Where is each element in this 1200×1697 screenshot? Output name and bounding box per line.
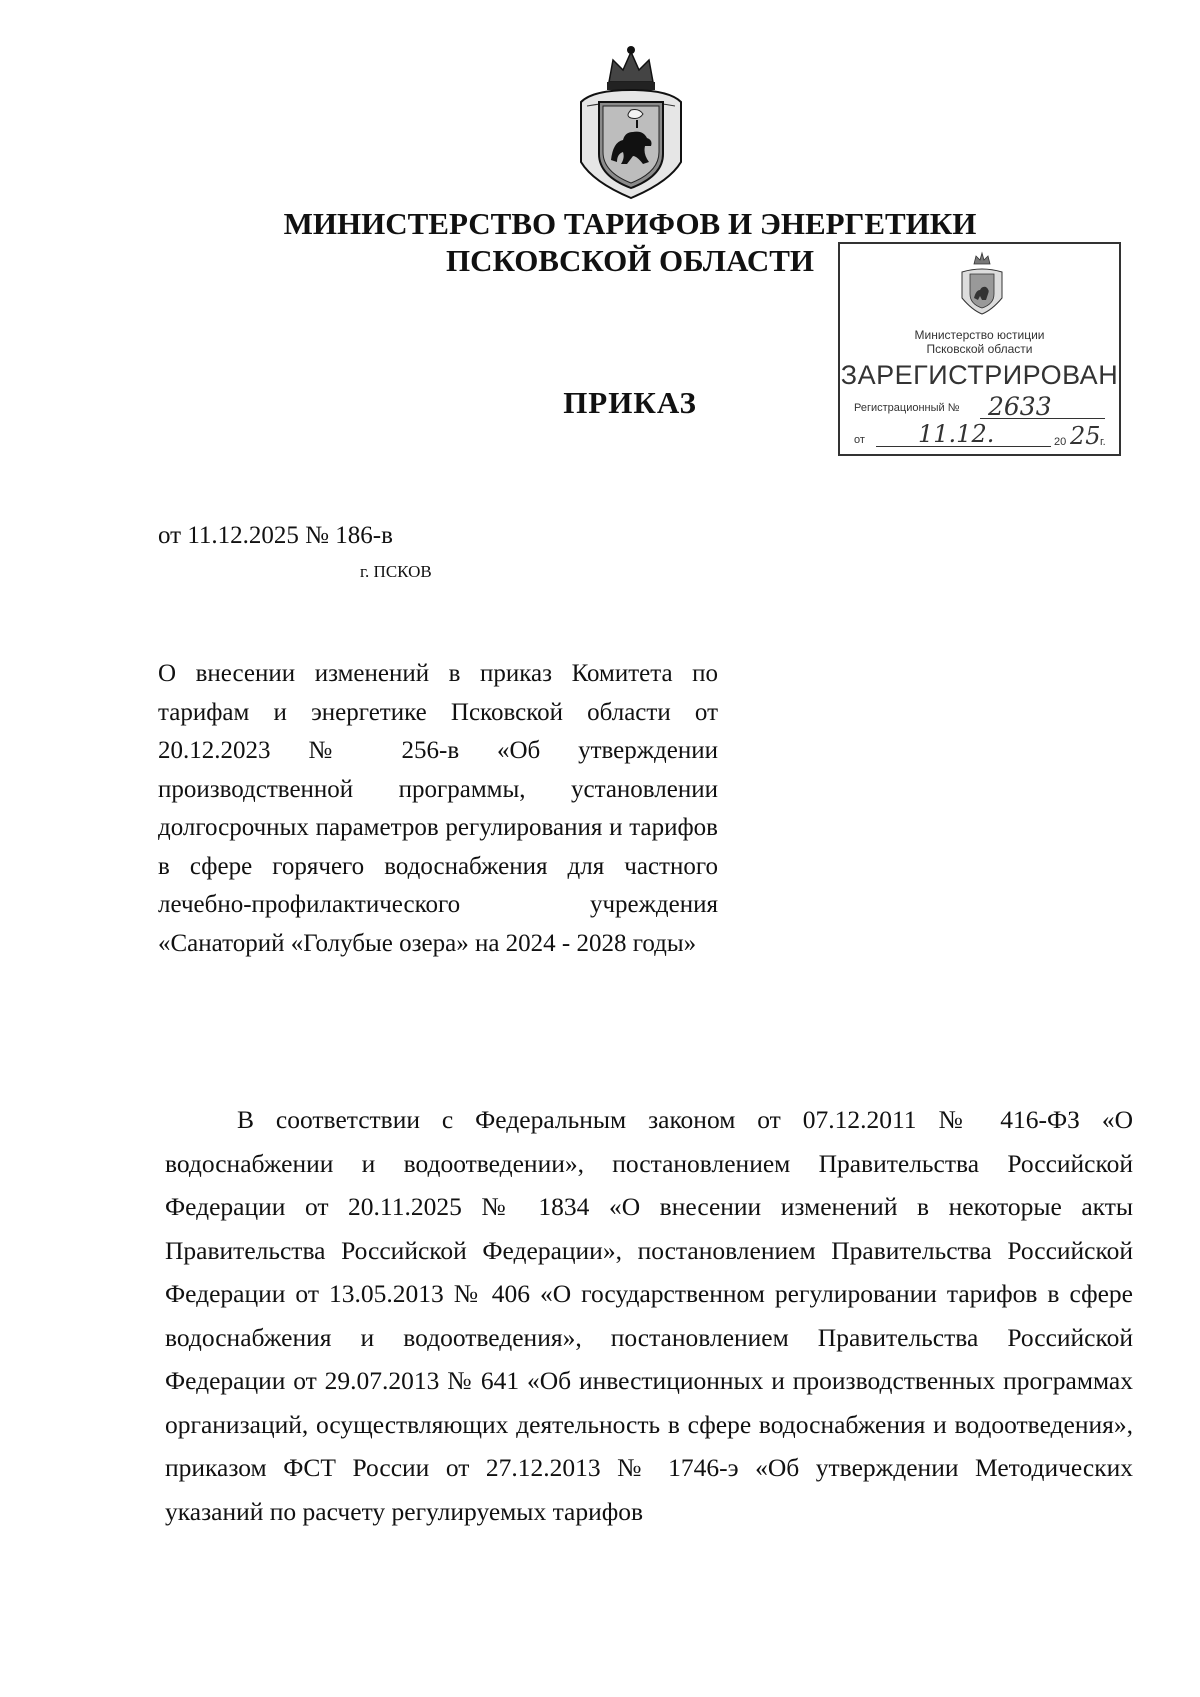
document-subject: О внесении изменений в приказ Комитета по тарифам и энергетике Псковской области от 20.12.2023 № 256-в «Об утверждении производственной программы, установлении долгосрочных параметров регулирования и тарифов в сфере горячего водоснабжения для частного лечебно-профилактического учреждения «Санаторий «Голубые озера» на 2024 - 2028 годы» xyxy=(158,660,718,957)
registration-stamp xyxy=(838,242,1121,456)
document-number-date: от 11.12.2025 № 186-в xyxy=(158,522,393,549)
document-city: г. ПСКОВ xyxy=(360,562,432,581)
stamp-from-label: от xyxy=(854,434,865,446)
ministry-name-line-2: ПСКОВСКОЙ ОБЛАСТИ xyxy=(445,243,815,278)
coat-of-arms-icon xyxy=(573,42,689,202)
stamp-status: ЗАРЕГИСТРИРОВАН xyxy=(840,360,1119,390)
stamp-year-prefix: 20 xyxy=(1054,436,1067,448)
stamp-region-line: Псковской области xyxy=(926,342,1033,356)
stamp-date: 11.12. xyxy=(918,420,995,448)
ministry-name-line-1: МИНИСТЕРСТВО ТАРИФОВ И ЭНЕРГЕТИКИ xyxy=(283,206,977,241)
stamp-ministry-line: Министерство юстиции xyxy=(914,328,1045,342)
stamp-reg-label: Регистрационный № xyxy=(854,402,960,414)
stamp-reg-number: 2633 xyxy=(988,392,1052,421)
stamp-coat-of-arms-icon xyxy=(958,250,1006,316)
document-type-title: ПРИКАЗ xyxy=(563,385,697,420)
document-body-paragraph: В соответствии с Федеральным законом от 07.12.2011 № 416-ФЗ «О водоснабжении и водоотведении», постановлением Правительства Российской Федерации от 20.11.2025 № 1834 «О внесении изменений в некоторые акты Правительства Российской Федерации», постановлением Правительства Российской Федерации от 13.05.2013 № 406 «О государственном регулировании тарифов в сфере водоснабжения и водоотведения», постановлением Правительства Российской Федерации от 29.07.2013 № 641 «Об инвестиционных и производственных программах организаций, осуществляющих деятельность в сфере водоснабжения и водоотведения», приказом ФСТ России от 27.12.2013 № 1746-э «Об утверждении Методических указаний по расчету регулируемых тарифов xyxy=(165,1105,1133,1526)
stamp-year-suffix: 25 xyxy=(1070,422,1101,450)
stamp-year-letter: г. xyxy=(1100,436,1106,448)
stamp-ministry-name xyxy=(840,328,1119,356)
